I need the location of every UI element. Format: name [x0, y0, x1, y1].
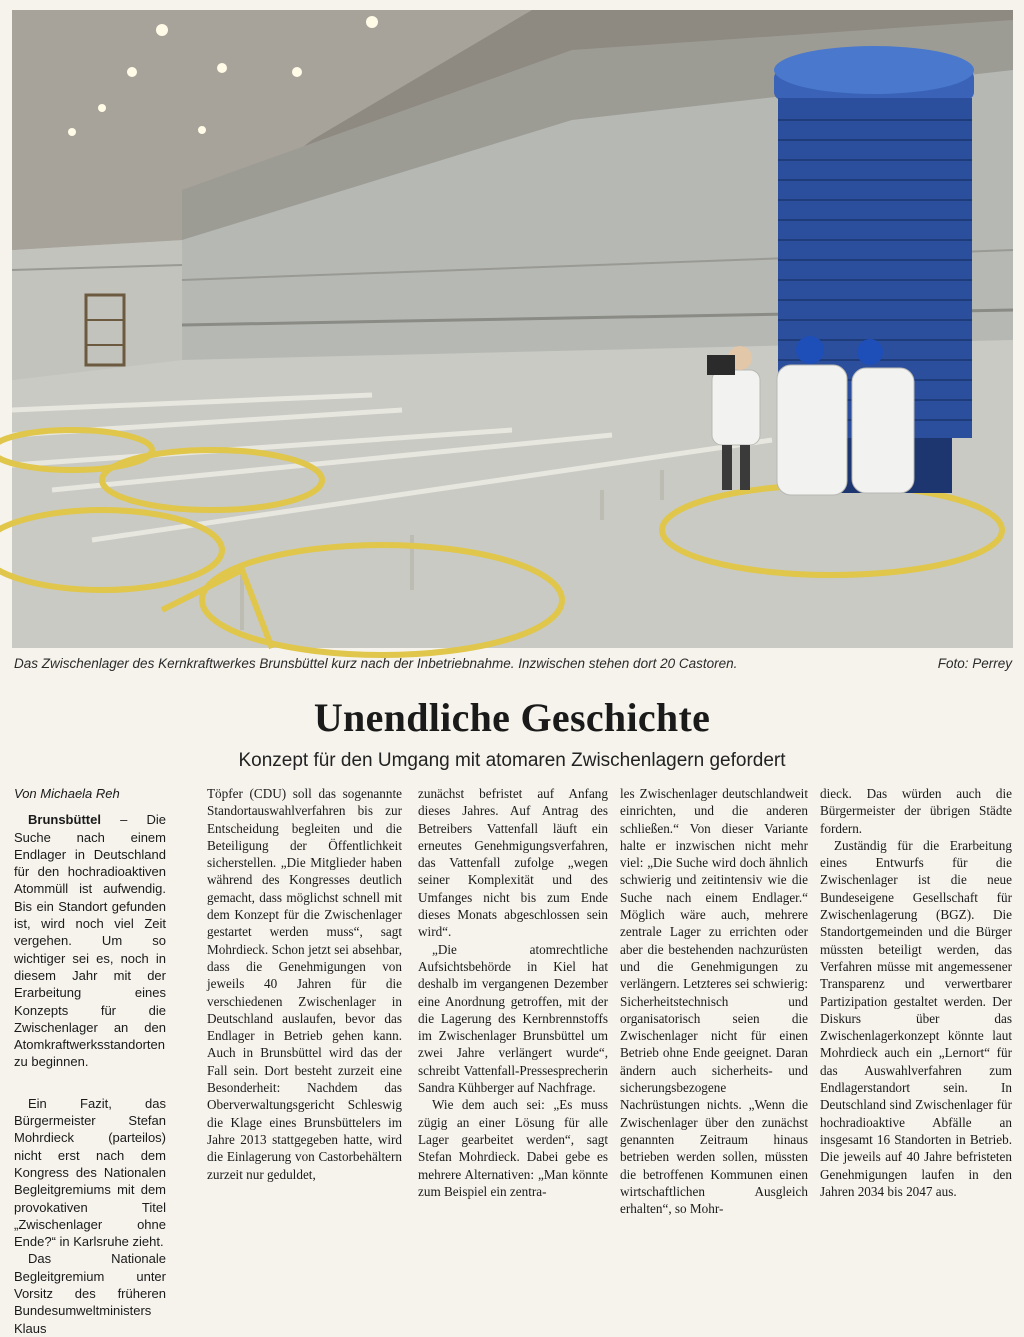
photo-caption-row	[14, 656, 1012, 678]
article-column-3	[418, 785, 608, 1199]
author-byline: Von Michaela Reh	[14, 786, 120, 801]
paragraph: „Die atomrechtliche Aufsichtsbehörde in Kiel hat deshalb im vergangenen Dezember eine Anordnung getroffen, mit der die Lagerung des Kernbrennstoffs im Zwischenlager Brunsbüttel um zwei Jahre verlängert wurde“, schreibt Vattenfall-Pressesprecherin Sandra Kühberger auf Nachfrage.	[418, 941, 608, 1096]
headline: Unendliche Geschichte	[313, 695, 711, 740]
paragraph: Töpfer (CDU) soll das sogenannte Standortauswahlverfahren bis zur Entscheidung begleiten und die Beteiligung der Öffentlichkeit sicherstellen. „Die Mitglieder haben während des Kongresses deutlich gemacht, dass möglichst schnell mit dem Konzept für die Zwischenlager gestartet werden muss“, sagt Mohrdieck. Schon jetzt sei absehbar, dass die Genehmigungen von jeweils 40 Jahren für die verschiedenen Zwischenlager in Deutschland auslaufen, bevor das Endlager in Betrieb gehen kann. Auch in Brunsbüttel wird das der Fall sein. Dort besteht zurzeit eine Besonderheit: Nachdem das Oberverwaltungsgericht Schleswig die Klage eines Brunsbüttelers im Jahre 2013 stattgegeben hatte, wird die Einlagerung von Castorbehältern zurzeit nur geduldet,	[207, 786, 402, 1182]
paragraph: Wie dem auch sei: „Es muss zügig an einer Lösung für alle Lager gearbeitet werden“, sagt Stefan Mohrdieck. Dabei gebe es mehrere Alternativen: „Man könnte zum Beispiel ein zentra-	[418, 1097, 608, 1199]
lead-text: – Die Suche nach einem Endlager in Deutschland für den hochradioaktiven Atommüll ist aufwendig. Bis ein Standort gefunden ist, wird noch viel Zeit vergehen. Um so wichtiger sei es, noch in diesem Jahr mit der Erarbeitung eines Konzepts für die Zwischenlager an den Atomkraftwerksstandorten zu beginnen.	[14, 812, 166, 1070]
subheadline: Konzept für den Umgang mit atomaren Zwischenlagern gefordert	[238, 750, 786, 771]
paragraph: dieck. Das würden auch die Bürgermeister der übrigen Städte fordern.	[820, 786, 1012, 836]
article-column-1	[14, 785, 166, 1336]
photo-credit: Foto: Perrey	[937, 656, 1012, 671]
lead-paragraph	[14, 811, 166, 1070]
storage-hall-illustration	[12, 10, 1013, 648]
paragraph: les Zwischenlager deutschlandweit einrichten, und die anderen schließen.“ Von dieser Variante halte er inzwischen nicht mehr viel: „Die Suche wird doch ähnlich schwierig und zeitintensiv wie die Suche nach einem Endlager.“ Möglich wäre auch, mehrere zentrale Lager zu errichten oder aber die bestehenden nachzurüsten und die Genehmigungen zu verlängern. Letzteres sei schwierig: Sicherheitstechnisch und organisatorisch seien die Zwischenlager nicht für einen Betrieb ohne Ende geeignet. Daran ändern auch sicherheits- und sicherungsbezogene Nachrüstungen nichts. „Wenn die Zwischenlager über den zunächst genannten Zeitraum hinaus betrieben werden sollen, müssten die betroffenen Kommunen einen wirtschaftlichen Ausgleich erhalten“, so Mohr-	[620, 786, 808, 1217]
paragraph: Ein Fazit, das Bürgermeister Stefan Mohrdieck (parteilos) nicht erst nach dem Kongress des Nationalen Begleitgremiums mit dem provokativen Titel „Zwischenlager ohne Ende?“ in Karlsruhe zieht.	[14, 1095, 166, 1250]
article-column-2	[207, 785, 402, 1182]
article-column-5	[820, 785, 1012, 1199]
article-photo	[12, 10, 1013, 648]
paragraph: Das Nationale Begleitgremium unter Vorsitz des früheren Bundesumweltministers Klaus	[14, 1251, 166, 1336]
paragraph: Zuständig für die Erarbeitung eines Entwurfs für die Zwischenlager ist die neue Bundeseigene Gesellschaft für Zwischenlagerung (BGZ). Die Standortgemeinden und die Bürger müssten beteiligt werden, das Verfahren müsse mit angemessener Transparenz und verwertbarer Partizipation gestaltet werden. Der Diskurs über das Zwischenlagerkonzept könnte laut Mohrdieck auch ein „Lernort“ für das Auswahlverfahren zum Endlagerstandort sein. In Deutschland sind Zwischenlager für hochradioaktive Abfälle an insgesamt 16 Standorten in Betrieb. Die jeweils auf 40 Jahre befristeten Genehmigungen laufen in den Jahren 2034 bis 2047 aus.	[820, 837, 1012, 1199]
dateline: Brunsbüttel	[28, 812, 101, 828]
photo-caption: Das Zwischenlager des Kernkraftwerkes Brunsbüttel kurz nach der Inbetriebnahme. Inzwischen stehen dort 20 Castoren.	[14, 656, 738, 671]
paragraph: zunächst befristet auf Anfang dieses Jahres. Auf Antrag des Betreibers Vattenfall läuft ein erneutes Genehmigungsverfahren, das Vattenfall zufolge „wegen seiner Komplexität und des Umfanges nicht bis zum Ende dieses Monats abgeschlossen sein wird“.	[418, 786, 608, 940]
article-column-4	[620, 785, 808, 1217]
